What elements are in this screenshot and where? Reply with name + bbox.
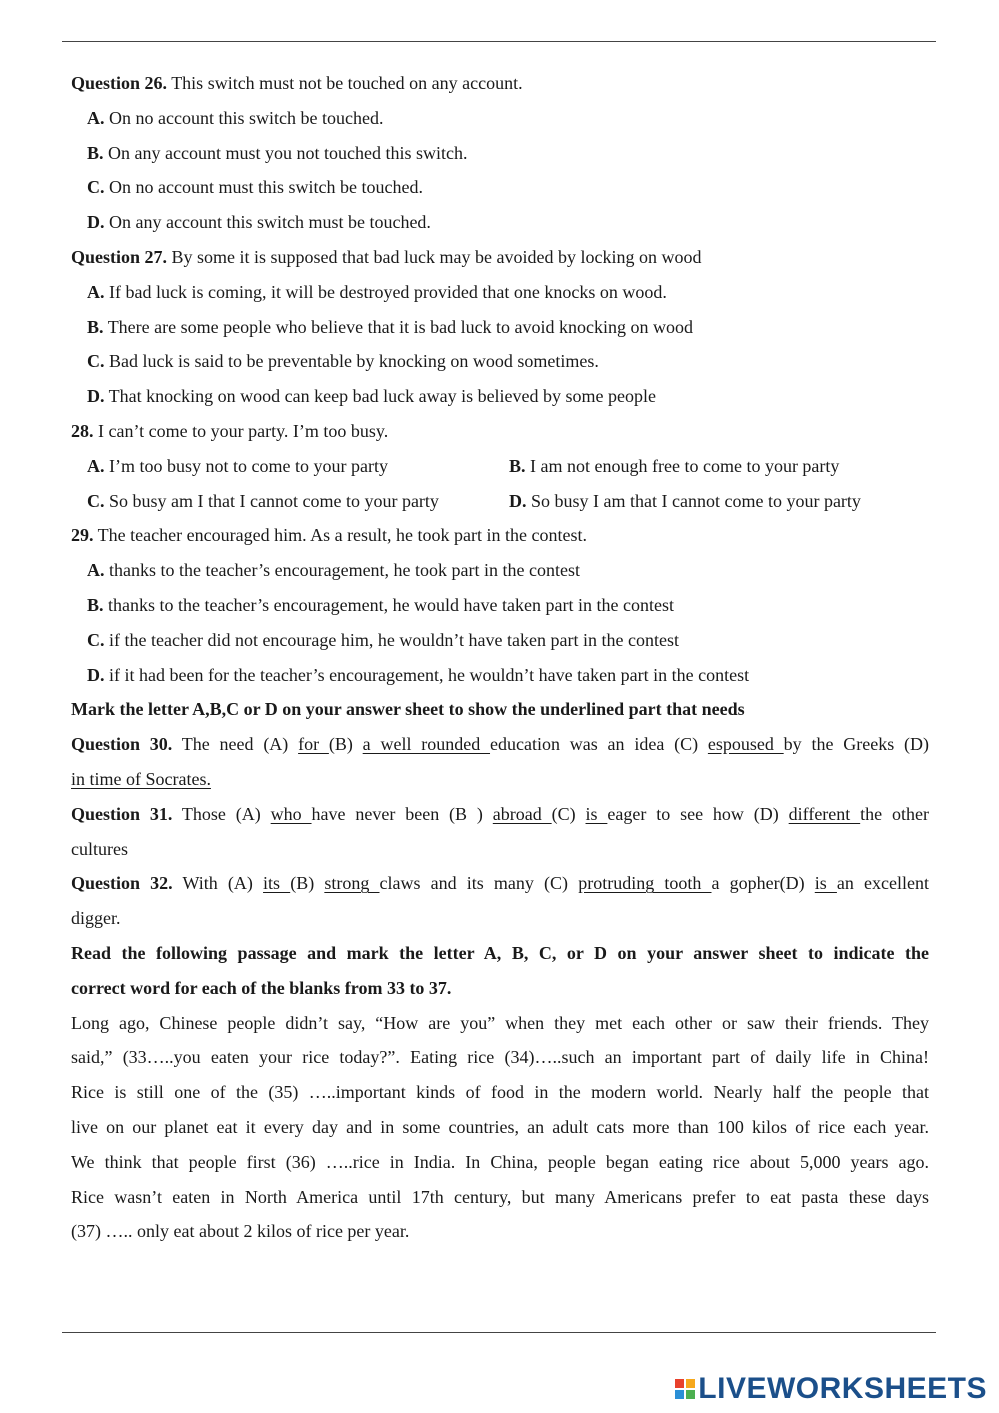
passage-line: Long ago, Chinese people didn’t say, “How are you” when they met each other or saw their friends. They xyxy=(71,1012,929,1033)
passage-line: live on our planet eat it every day and in some countries, an adult cats more than 100 kilos of rice each year. xyxy=(71,1116,929,1137)
underlined-part-b[interactable]: a well rounded xyxy=(362,734,491,755)
underlined-part-b[interactable]: abroad xyxy=(492,803,552,824)
bottom-rule xyxy=(62,1332,936,1333)
question-text: By some it is supposed that bad luck may be avoided by locking on wood xyxy=(167,246,702,267)
options-row-ab xyxy=(71,449,929,484)
question-30: Question 30. The need (A) for (B) a well rounded education was an idea (C) espoused by the Greeks (D) xyxy=(71,734,929,755)
question-label: 29. xyxy=(71,525,94,546)
liveworksheets-logo xyxy=(675,1372,987,1406)
underlined-part-b[interactable]: strong xyxy=(324,873,380,894)
question-label: 28. xyxy=(71,420,94,441)
option-c[interactable]: C. Bad luck is said to be preventable by knocking on wood sometimes. xyxy=(87,351,599,372)
option-a[interactable]: A. If bad luck is coming, it will be destroyed provided that one knocks on wood. xyxy=(87,281,667,302)
question-text: This switch must not be touched on any account. xyxy=(167,73,523,93)
question-label: Question 27. xyxy=(71,246,168,267)
question-text: I can’t come to your party. I’m too busy. xyxy=(93,420,389,441)
option-d[interactable]: D. if it had been for the teacher’s encouragement, he wouldn’t have taken part in the contest xyxy=(87,664,750,685)
logo-text: LIVEWORKSHEETS xyxy=(698,1372,987,1405)
question-27 xyxy=(71,240,929,275)
logo-square-icon xyxy=(675,1379,684,1388)
option-b[interactable]: B. On any account must you not touched this switch. xyxy=(87,142,468,163)
option-c[interactable]: C. if the teacher did not encourage him, he wouldn’t have taken part in the contest xyxy=(87,629,679,650)
underlined-part-d[interactable]: different xyxy=(788,803,861,824)
logo-square-icon xyxy=(686,1379,695,1388)
passage-line: (37) ….. only eat about 2 kilos of rice per year. xyxy=(71,1221,410,1242)
logo-square-icon xyxy=(675,1390,684,1399)
question-label: Question 30. xyxy=(71,734,173,755)
underlined-part-a[interactable]: who xyxy=(270,803,312,824)
question-29 xyxy=(71,518,929,553)
passage-line: Rice wasn’t eaten in North America until 17th century, but many Americans prefer to eat pasta these days xyxy=(71,1186,929,1207)
question-32-cont: digger. xyxy=(71,908,121,929)
option-d[interactable]: D. So busy I am that I cannot come to your party xyxy=(509,490,861,511)
underlined-part-c[interactable]: protruding tooth xyxy=(578,873,712,894)
question-28 xyxy=(71,414,929,449)
underlined-part-d[interactable]: is xyxy=(814,873,837,894)
option-a[interactable]: A. On no account this switch be touched. xyxy=(87,107,384,128)
section-instruction-cloze: Read the following passage and mark the letter A, B, C, or D on your answer sheet to indicate the xyxy=(71,942,929,963)
question-label: Question 31. xyxy=(71,803,173,824)
question-31-cont: cultures xyxy=(71,838,128,859)
question-31: Question 31. Those (A) who have never been (B ) abroad (C) is eager to see how (D) different the other xyxy=(71,803,930,824)
option-b[interactable]: B. I am not enough free to come to your party xyxy=(509,455,840,476)
option-c[interactable]: C. So busy am I that I cannot come to your party xyxy=(87,490,439,511)
option-d[interactable]: D. On any account this switch must be touched. xyxy=(87,212,431,233)
underlined-part-a[interactable]: its xyxy=(263,873,291,894)
question-text: The teacher encouraged him. As a result, he took part in the contest. xyxy=(93,525,588,546)
logo-mark-icon xyxy=(675,1379,695,1399)
question-26 xyxy=(71,66,929,101)
option-b[interactable]: B. thanks to the teacher’s encouragement, he would have taken part in the contest xyxy=(87,594,674,615)
passage-line: We think that people first (36) …..rice in India. In China, people began eating rice about 5,000 years ago. xyxy=(71,1151,929,1172)
underlined-part-a[interactable]: for xyxy=(298,734,329,755)
worksheet-content xyxy=(71,66,929,1249)
question-label: Question 26. xyxy=(71,73,168,93)
passage-line: Rice is still one of the (35) …..important kinds of food in the modern world. Nearly half the people that xyxy=(71,1082,929,1103)
underlined-part-c[interactable]: is xyxy=(585,803,608,824)
question-30-cont xyxy=(71,762,929,797)
underlined-part-c[interactable]: espoused xyxy=(707,734,784,755)
option-d[interactable]: D. That knocking on wood can keep bad luck away is believed by some people xyxy=(87,386,657,407)
logo-square-icon xyxy=(686,1390,695,1399)
question-32: Question 32. With (A) its (B) strong claws and its many (C) protruding tooth a gopher(D) is an excellent xyxy=(71,873,930,894)
options-row-cd xyxy=(71,484,929,519)
underlined-part-d[interactable]: in time of Socrates. xyxy=(71,768,211,789)
option-c[interactable]: C. On no account must this switch be touched. xyxy=(87,177,423,198)
passage-line: said,” (33…..you eaten your rice today?”. Eating rice (34)…..such an important part of daily life in China! xyxy=(71,1047,929,1068)
option-a[interactable]: A. I’m too busy not to come to your party xyxy=(87,455,388,476)
top-rule xyxy=(62,41,936,42)
option-b[interactable]: B. There are some people who believe that it is bad luck to avoid knocking on wood xyxy=(87,316,694,337)
question-label: Question 32. xyxy=(71,873,173,894)
section-instruction-cloze-cont: correct word for each of the blanks from 33 to 37. xyxy=(71,977,452,998)
option-a[interactable]: A. thanks to the teacher’s encouragement, he took part in the contest xyxy=(87,560,581,581)
section-instruction-error: Mark the letter A,B,C or D on your answer sheet to show the underlined part that needs xyxy=(71,699,745,720)
